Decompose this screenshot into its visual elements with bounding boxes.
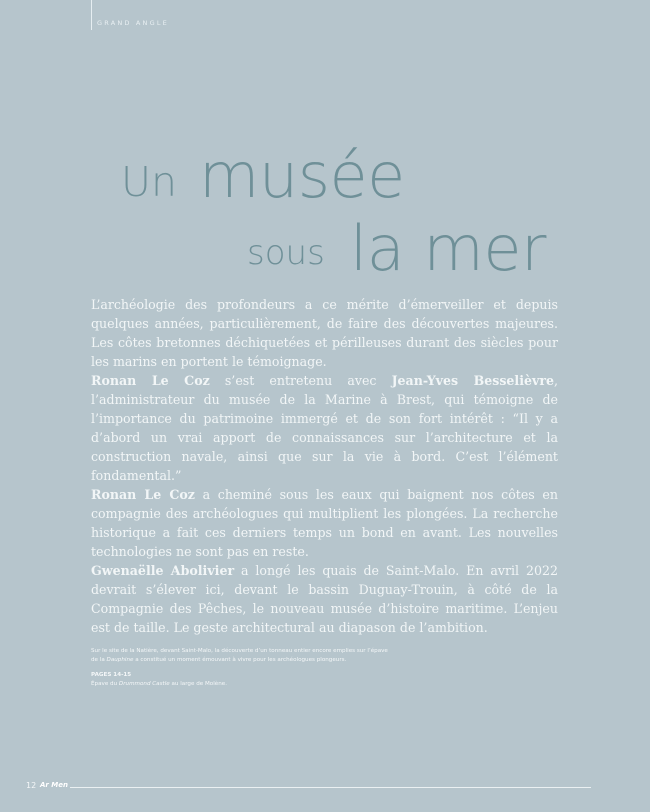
caption-page-ref: PAGES 14-15 xyxy=(91,672,132,678)
caption-part: a constitué un moment émouvant à vivre pour les archéologues plongeurs. xyxy=(133,657,347,663)
ship-name: Dauphine xyxy=(106,657,134,663)
caption-ref-text xyxy=(91,680,391,689)
caption-text xyxy=(91,647,391,665)
caption-part: Sur le site de la Natière, devant Saint-Malo, la découverte d’un tonneau entier encore emplies sur l’épave de la xyxy=(91,648,388,663)
paragraph-text: a cheminé sous les eaux qui baignent nos côtes en compagnie des archéologues qui multiplient les plongées. La recherche historique a fait ces derniers temps un bond en avant. Les nouvelles technologies ne sont pas en reste. xyxy=(91,487,558,559)
paragraph-dives xyxy=(91,485,558,561)
page-title xyxy=(0,0,650,285)
magazine-logo: Ar Men xyxy=(40,781,69,789)
paragraph-intro xyxy=(91,295,558,371)
paragraph-interview xyxy=(91,371,558,485)
paragraph-text: L’archéologie des profondeurs a ce mérite d’émerveiller et depuis quelques années, particulièrement, de faire des découvertes majeures. Les côtes bretonnes déchiquetées et périlleuses durant des siècles pour les marins en portent le témoignage. xyxy=(91,297,558,369)
title-word-musee: musée xyxy=(199,139,405,212)
caption-part: Épave du xyxy=(91,681,119,687)
photo-caption xyxy=(91,647,391,689)
title-word-la-mer: la mer xyxy=(350,212,546,285)
title-word-sous: sous xyxy=(247,233,325,273)
footer-divider xyxy=(40,787,591,788)
author-name: Ronan Le Coz xyxy=(91,373,210,388)
page-number: 12 xyxy=(26,781,37,790)
title-word-un: Un xyxy=(121,158,177,206)
section-label: GRAND ANGLE xyxy=(97,19,169,27)
paragraph-text: a longé les quais de Saint-Malo. En avril 2022 devrait s’élever ici, devant le bassin Duguay-Trouin, à côté de la Compagnie des Pêches, le nouveau musée d’histoire maritime. L’enjeu est de taille. Le geste architectural au diapason de l’ambition. xyxy=(91,563,558,635)
author-name: Gwenaëlle Abolivier xyxy=(91,563,235,578)
caption-part: au large de Molène. xyxy=(169,681,227,687)
interviewee-name: Jean-Yves Besselièvre xyxy=(391,373,554,388)
paragraph-text: s’est entretenu avec xyxy=(209,373,392,388)
article-body xyxy=(91,295,558,637)
paragraph-text: , l’administrateur du musée de la Marine à Brest, qui témoigne de l’importance du patrimoine immergé et de son fort intérêt : “Il y a d’abord un vrai apport de connaissances sur l’architecture et la construction navale, ainsi que sur la vie à bord. C’est l’élément fondamental.” xyxy=(91,373,558,483)
paragraph-saint-malo xyxy=(91,561,558,637)
author-name: Ronan Le Coz xyxy=(91,487,195,502)
ship-name: Drummond Castle xyxy=(118,681,170,687)
